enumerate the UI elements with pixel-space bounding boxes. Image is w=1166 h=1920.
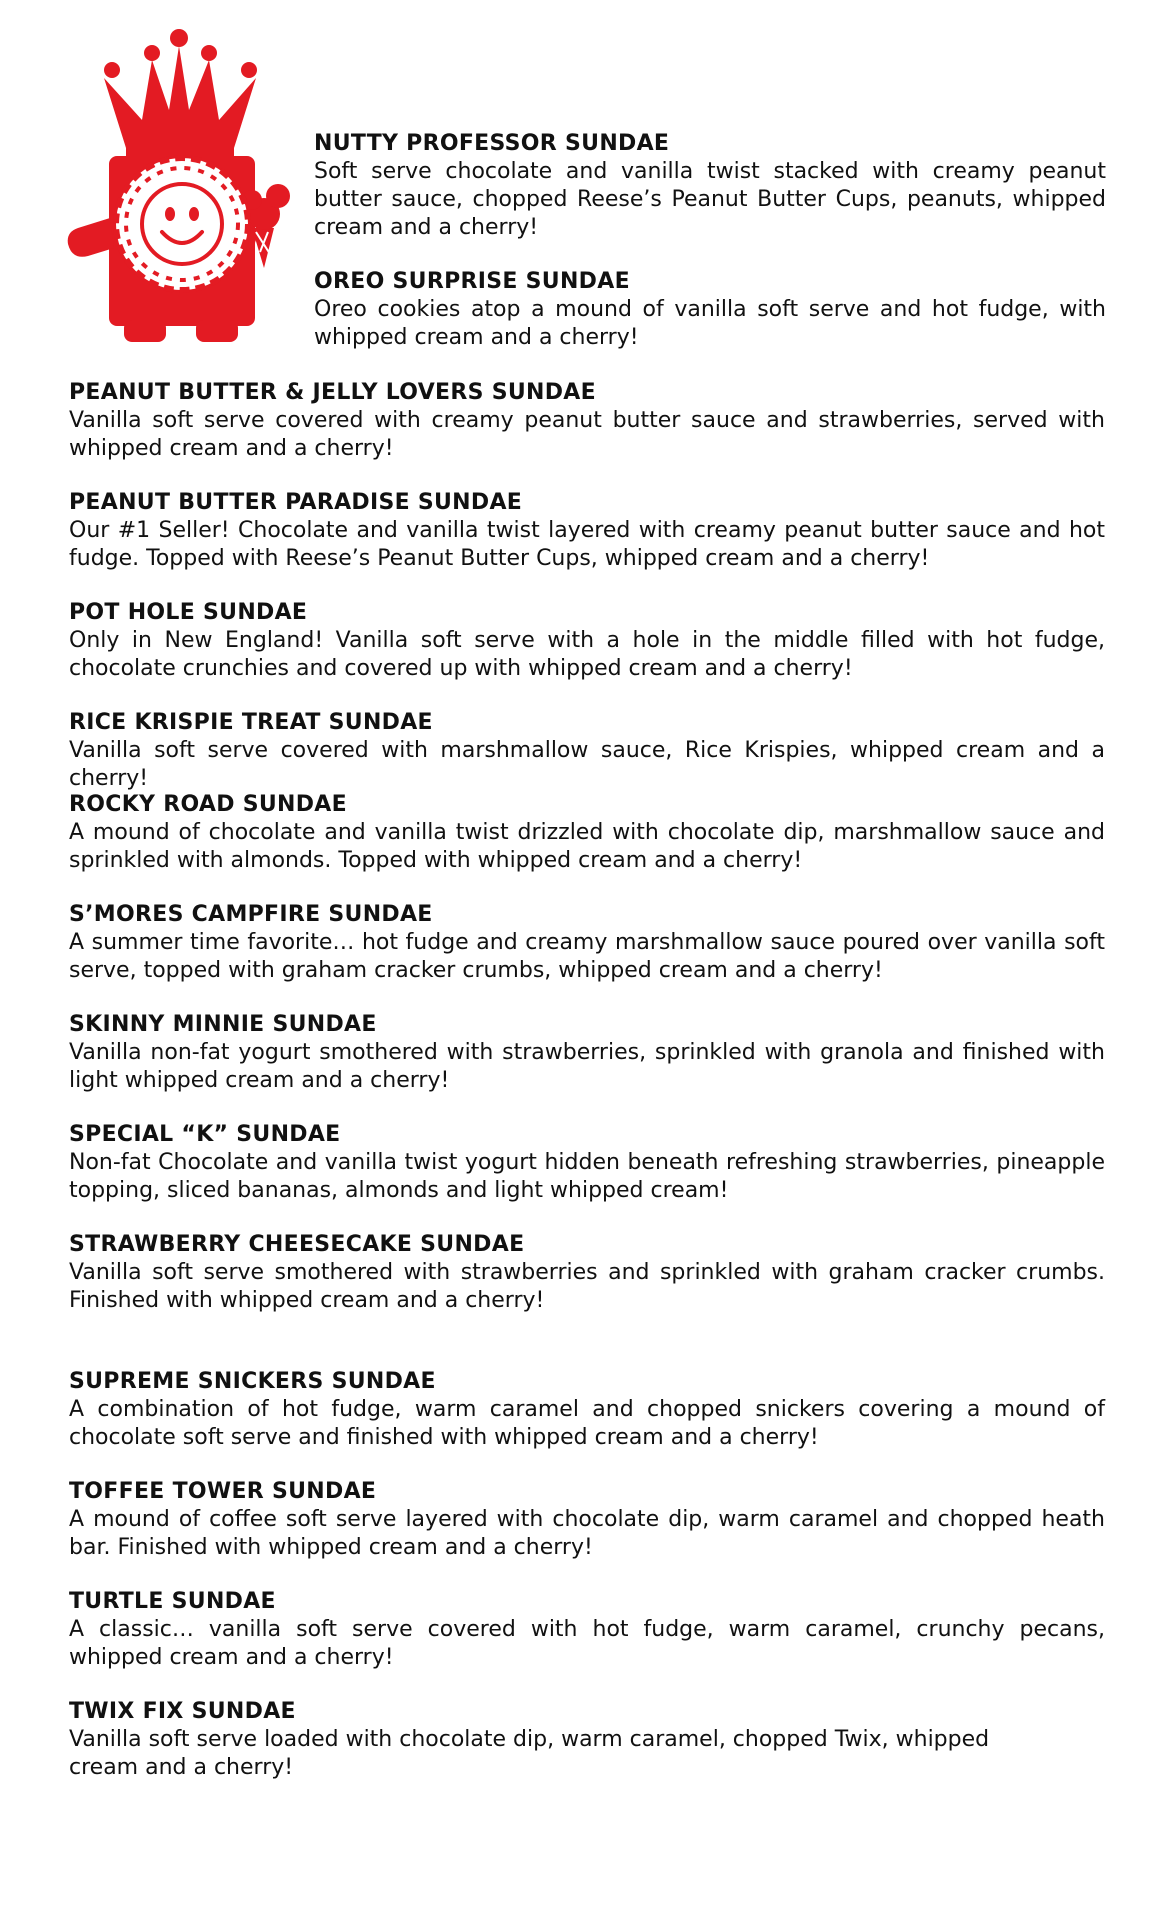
item-description: Our #1 Seller! Chocolate and vanilla twist layered with creamy peanut butter sauce and hot fudge. Topped with Reese’s Peanut Butter Cups, whipped cream and a cherry! bbox=[69, 518, 1105, 571]
menu-item-pot-hole bbox=[69, 599, 1105, 683]
item-name: TWIX FIX SUNDAE bbox=[69, 1699, 296, 1724]
item-name: PEANUT BUTTER & JELLY LOVERS SUNDAE bbox=[69, 380, 596, 405]
menu-item-oreo-surprise bbox=[314, 268, 1106, 352]
item-description: Vanilla soft serve smothered with strawberries and sprinkled with graham cracker crumbs. Finished with whipped cream and a cherry! bbox=[69, 1260, 1105, 1313]
item-description: A mound of chocolate and vanilla twist drizzled with chocolate dip, marshmallow sauce and sprinkled with almonds. Topped with whipped cream and a cherry! bbox=[69, 820, 1105, 873]
menu-item-pbj-lovers bbox=[69, 379, 1105, 463]
item-description: A mound of coffee soft serve layered with chocolate dip, warm caramel and chopped heath bar. Finished with whipped cream and a cherry! bbox=[69, 1507, 1105, 1560]
item-description: Non-fat Chocolate and vanilla twist yogurt hidden beneath refreshing strawberries, pineapple topping, sliced bananas, almonds and light whipped cream! bbox=[69, 1150, 1105, 1203]
item-name: SUPREME SNICKERS SUNDAE bbox=[69, 1369, 436, 1394]
menu-item-smores bbox=[69, 901, 1105, 985]
menu-item-toffee-tower bbox=[69, 1478, 1105, 1562]
item-name: OREO SURPRISE SUNDAE bbox=[314, 269, 630, 294]
menu-item-nutty-professor bbox=[314, 130, 1106, 242]
item-description: Vanilla non-fat yogurt smothered with strawberries, sprinkled with granola and finished with light whipped cream and a cherry! bbox=[69, 1040, 1105, 1093]
item-description: A summer time favorite… hot fudge and creamy marshmallow sauce poured over vanilla soft serve, topped with graham cracker crumbs, whipped cream and a cherry! bbox=[69, 930, 1105, 983]
item-description: Vanilla soft serve covered with creamy peanut butter sauce and strawberries, served with whipped cream and a cherry! bbox=[69, 408, 1105, 461]
menu-item-rocky-road bbox=[69, 791, 1105, 875]
item-description: Vanilla soft serve loaded with chocolate dip, warm caramel, chopped Twix, whipped cream and a cherry! bbox=[69, 1727, 990, 1780]
item-name: ROCKY ROAD SUNDAE bbox=[69, 792, 347, 817]
item-name: POT HOLE SUNDAE bbox=[69, 600, 308, 625]
item-name: SPECIAL “K” SUNDAE bbox=[69, 1122, 341, 1147]
menu-item-twix-fix bbox=[69, 1698, 1039, 1782]
menu-item-strawberry-cheesecake bbox=[69, 1231, 1105, 1315]
item-name: NUTTY PROFESSOR SUNDAE bbox=[314, 131, 670, 156]
item-name: RICE KRISPIE TREAT SUNDAE bbox=[69, 710, 433, 735]
item-name: TURTLE SUNDAE bbox=[69, 1589, 276, 1614]
menu-item-pb-paradise bbox=[69, 489, 1105, 573]
menu-item-skinny-minnie bbox=[69, 1011, 1105, 1095]
item-description: Only in New England! Vanilla soft serve with a hole in the middle filled with hot fudge, chocolate crunchies and covered up with whipped cream and a cherry! bbox=[69, 628, 1105, 681]
menu-item-rice-krispie bbox=[69, 709, 1105, 793]
item-description: Soft serve chocolate and vanilla twist stacked with creamy peanut butter sauce, chopped Reese’s Peanut Butter Cups, peanuts, whipped cream and a cherry! bbox=[314, 159, 1106, 240]
crowned-ice-cream-mascot-icon bbox=[64, 28, 304, 346]
menu-item-turtle bbox=[69, 1588, 1105, 1672]
item-name: SKINNY MINNIE SUNDAE bbox=[69, 1012, 377, 1037]
item-name: PEANUT BUTTER PARADISE SUNDAE bbox=[69, 490, 523, 515]
item-name: S’MORES CAMPFIRE SUNDAE bbox=[69, 902, 433, 927]
item-name: TOFFEE TOWER SUNDAE bbox=[69, 1479, 377, 1504]
menu-item-supreme-snickers bbox=[69, 1368, 1105, 1452]
item-description: A classic… vanilla soft serve covered with hot fudge, warm caramel, crunchy pecans, whipped cream and a cherry! bbox=[69, 1617, 1105, 1670]
item-description: A combination of hot fudge, warm caramel and chopped snickers covering a mound of chocolate soft serve and finished with whipped cream and a cherry! bbox=[69, 1397, 1105, 1450]
item-description: Vanilla soft serve covered with marshmallow sauce, Rice Krispies, whipped cream and a cherry! bbox=[69, 738, 1105, 791]
item-name: STRAWBERRY CHEESECAKE SUNDAE bbox=[69, 1232, 525, 1257]
menu-item-special-k bbox=[69, 1121, 1105, 1205]
item-description: Oreo cookies atop a mound of vanilla soft serve and hot fudge, with whipped cream and a cherry! bbox=[314, 297, 1106, 350]
